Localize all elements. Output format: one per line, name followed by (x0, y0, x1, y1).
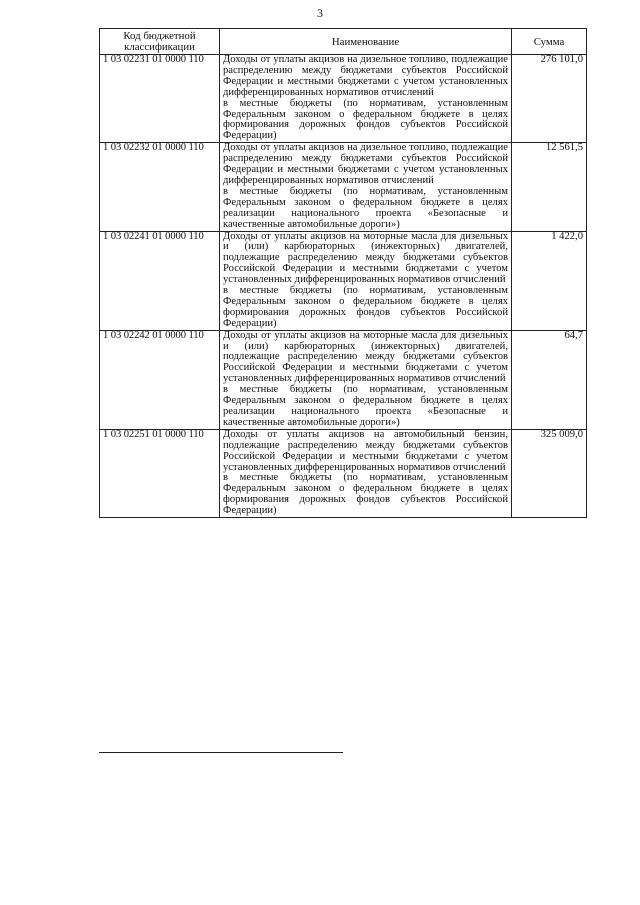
row-sum: 12 561,5 (512, 143, 587, 231)
table-row (100, 143, 587, 231)
row-code: 1 03 02251 01 0000 110 (100, 429, 220, 517)
table-row (100, 429, 587, 517)
row-sum: 1 422,0 (512, 231, 587, 330)
row-code: 1 03 02242 01 0000 110 (100, 330, 220, 429)
table-header-row (100, 29, 587, 55)
row-code: 1 03 02241 01 0000 110 (100, 231, 220, 330)
table-row (100, 330, 587, 429)
row-code: 1 03 02231 01 0000 110 (100, 55, 220, 143)
footer-divider (99, 752, 343, 753)
header-name: Наименование (220, 29, 512, 55)
table-row (100, 231, 587, 330)
page-number: 3 (317, 6, 323, 20)
row-sum: 276 101,0 (512, 55, 587, 143)
budget-revenue-table (99, 28, 587, 518)
row-sum: 325 009,0 (512, 429, 587, 517)
row-name: Доходы от уплаты акцизов на дизельное топливо, подлежащие распределению между бюджетами субъектов Российской Федерации и местными бюджетами с учетом установленных дифференцированных нормативов отчислений в местные бюджеты (по нормативам, установленным Федеральным законом о федеральном бюджете в целях формирования дорожных фондов субъектов Российской Федерации) (220, 55, 512, 143)
row-code: 1 03 02232 01 0000 110 (100, 143, 220, 231)
row-name: Доходы от уплаты акцизов на дизельное топливо, подлежащие распределению между бюджетами субъектов Российской Федерации и местными бюджетами с учетом установленных дифференцированных нормативов отчислений в местные бюджеты (по нормативам, установленным Федеральным законом о федеральном бюджете в целях реализации национального проекта «Безопасные и качественные автомобильные дороги») (220, 143, 512, 231)
row-sum: 64,7 (512, 330, 587, 429)
header-sum: Сумма (512, 29, 587, 55)
row-name: Доходы от уплаты акцизов на моторные масла для дизельных и (или) карбюраторных (инжекторных) двигателей, подлежащие распределению между бюджетами субъектов Российской Федерации и местными бюджетами с учетом установленных дифференцированных нормативов отчислений в местные бюджеты (по нормативам, установленным Федеральным законом о федеральном бюджете в целях формирования дорожных фондов субъектов Российской Федерации) (220, 231, 512, 330)
row-name: Доходы от уплаты акцизов на моторные масла для дизельных и (или) карбюраторных (инжекторных) двигателей, подлежащие распределению между бюджетами субъектов Российской Федерации и местными бюджетами с учетом установленных дифференцированных нормативов отчислений в местные бюджеты (по нормативам, установленным Федеральным законом о федеральном бюджете в целях реализации национального проекта «Безопасные и качественные автомобильные дороги») (220, 330, 512, 429)
row-name: Доходы от уплаты акцизов на автомобильный бензин, подлежащие распределению между бюджетами субъектов Российской Федерации и местными бюджетами с учетом установленных дифференцированных нормативов отчислений в местные бюджеты (по нормативам, установленным Федеральным законом о федеральном бюджете в целях формирования дорожных фондов субъектов Российской Федерации) (220, 429, 512, 517)
header-code: Код бюджетной классификации (100, 29, 220, 55)
table-row (100, 55, 587, 143)
